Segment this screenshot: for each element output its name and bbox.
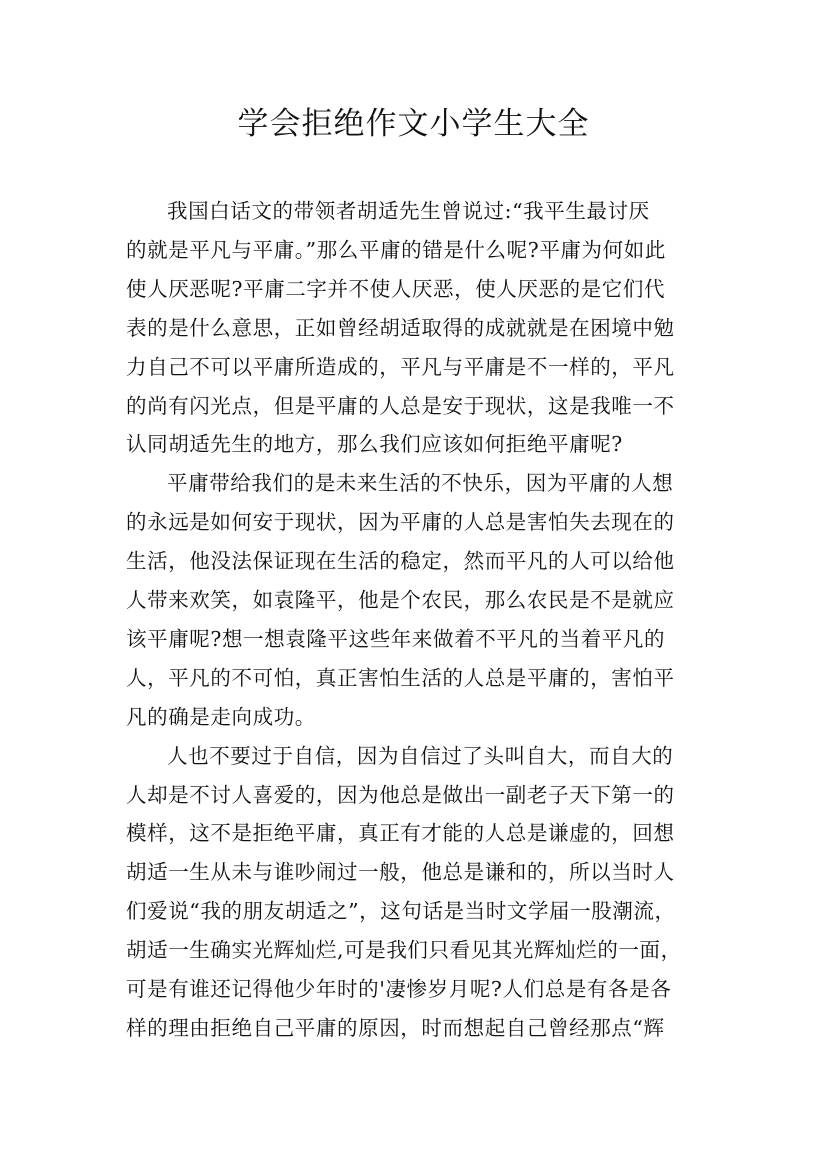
text-line: 力自己不可以平庸所造成的，平凡与平庸是不一样的，平凡 bbox=[126, 355, 675, 379]
text-line: 的永远是如何安于现状，因为平庸的人总是害怕失去现在的 bbox=[126, 510, 675, 534]
text-line: 生活，他没法保证现在生活的稳定，然而平凡的人可以给他 bbox=[126, 549, 675, 573]
text-line: 认同胡适先生的地方，那么我们应该如何拒绝平庸呢? bbox=[126, 432, 623, 456]
text-line: 平庸带给我们的是未来生活的不快乐，因为平庸的人想 bbox=[167, 471, 674, 495]
text-line: 可是有谁还记得他少年时的'凄惨岁月呢?人们总是有各是各 bbox=[126, 977, 672, 1001]
text-line: 该平庸呢?想一想袁隆平这些年来做着不平凡的当着平凡的 bbox=[126, 627, 666, 651]
text-line: 表的是什么意思，正如曾经胡适取得的成就就是在困境中勉 bbox=[126, 316, 675, 340]
text-line: 人也不要过于自信，因为自信过了头叫自大，而自大的 bbox=[167, 744, 674, 768]
text-line: 样的理由拒绝自己平庸的原因，时而想起自己曾经那点“辉 bbox=[126, 1016, 665, 1040]
text-line: 胡适一生确实光辉灿烂,可是我们只看见其光辉灿烂的一面， bbox=[126, 938, 682, 962]
text-line: 人带来欢笑，如袁隆平，他是个农民，那么农民是不是就应 bbox=[126, 588, 675, 612]
document-title: 学会拒绝作文小学生大全 bbox=[237, 106, 590, 142]
text-line: 胡适一生从未与谁吵闹过一般，他总是谦和的，所以当时人 bbox=[126, 860, 675, 884]
text-line: 的就是平凡与平庸。”那么平庸的错是什么呢?平庸为何如此 bbox=[126, 238, 666, 262]
text-line: 人却是不讨人喜爱的，因为他总是做出一副老子天下第一的 bbox=[126, 783, 675, 807]
text-line: 的尚有闪光点，但是平庸的人总是安于现状，这是我唯一不 bbox=[126, 394, 675, 418]
text-line: 们爱说“我的朋友胡适之”，这句话是当时文学届一股潮流， bbox=[126, 899, 676, 923]
text-line: 人，平凡的不可怕，真正害怕生活的人总是平庸的，害怕平 bbox=[126, 666, 675, 690]
text-line: 我国白话文的带领者胡适先生曾说过:“我平生最讨厌 bbox=[167, 199, 650, 223]
text-line: 凡的确是走向成功。 bbox=[126, 705, 316, 729]
text-line: 模样，这不是拒绝平庸，真正有才能的人总是谦虚的，回想 bbox=[126, 821, 675, 845]
text-line: 使人厌恶呢?平庸二字并不使人厌恶，使人厌恶的是它们代 bbox=[126, 277, 666, 301]
